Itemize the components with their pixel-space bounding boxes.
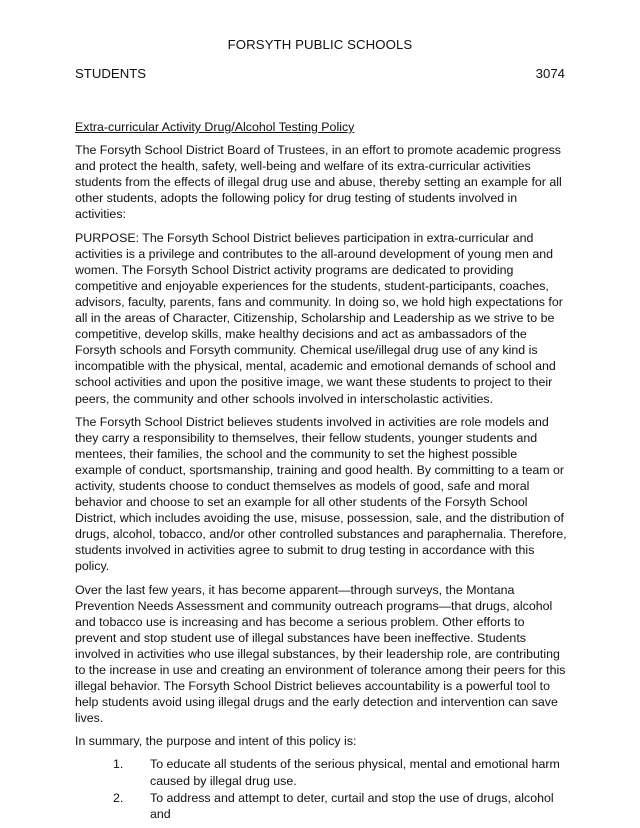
purpose-list [75, 756, 567, 821]
survey-paragraph: Over the last few years, it has become apparent—through surveys, the Montana Prevention Needs Assessment and community outreach programs—that drugs, alcohol and tobacco use is increasing and has become a serious problem. Other efforts to prevent and stop student use of illegal substances have been ineffective. Students involved in activities who use illegal substances, by their leadership role, are contributing to the increase in use and creating an environment of tolerance among their peers for this illegal behavior. The Forsyth School District believes accountability is a powerful tool to help students avoid using illegal drugs and the early detection and intervention can save lives. [75, 582, 566, 726]
intro-paragraph: The Forsyth School District Board of Trustees, in an effort to promote academic progress and protect the health, safety, well-being and welfare of its extra-curricular activities students from the effects of illegal drug use and abuse, thereby setting an example for all other students, adopts the following policy for drug testing of students involved in activities: [75, 143, 562, 222]
purpose-paragraph: PURPOSE: The Forsyth School District believes participation in extra-curricular and activities is a privilege and contributes to the all-around development of young men and women. The Forsyth School District activity programs are dedicated to providing competitive and enjoyable experiences for the students, student-participants, coaches, advisors, faculty, parents, fans and community. In doing so, we hold high expectations for all in the areas of Character, Citizenship, Scholarship and Leadership as we strive to be competitive, develop skills, make healthy decisions and act as ambassadors of the Forsyth schools and Forsyth community. Chemical use/illegal drug use of any kind is incompatible with the physical, mental, academic and emotional demands of school and school activities and upon the positive image, we want these students to project to their peers, the community and other schools involved in interscholastic activities. [75, 230, 563, 406]
section-label: STUDENTS [75, 66, 147, 81]
list-item-number: 2. [113, 790, 124, 805]
role-model-paragraph: The Forsyth School District believes students involved in activities are role models and they carry a responsibility to themselves, their fellow students, younger students and mentees, their families, the school and the community to set the highest possible example of conduct, sportsmanship, training and good health. By committing to a team or activity, students choose to conduct themselves as models of good, safe and moral behavior and choose to set an example for all other students of the Forsyth School District, which includes avoiding the use, misuse, possession, sale, and the distribution of drugs, alcohol, tobacco, and/or other controlled substances and paraphernalia. Therefore, students involved in activities agree to submit to drug testing in accordance with this policy. [75, 414, 567, 574]
policy-number: 3074 [535, 66, 565, 81]
summary-paragraph: In summary, the purpose and intent of this policy is: [75, 734, 357, 749]
list-item [75, 790, 567, 822]
policy-title: Extra-curricular Activity Drug/Alcohol Testing Policy [75, 120, 355, 134]
policy-body [75, 119, 567, 823]
list-item-text: To address and attempt to deter, curtail and stop the use of drugs, alcohol and [150, 790, 554, 821]
list-item-number: 1. [113, 757, 124, 772]
list-item-text: To educate all students of the serious physical, mental and emotional harm caused by illegal drug use. [150, 757, 560, 788]
list-item [75, 756, 567, 788]
district-header: FORSYTH PUBLIC SCHOOLS [227, 37, 413, 52]
